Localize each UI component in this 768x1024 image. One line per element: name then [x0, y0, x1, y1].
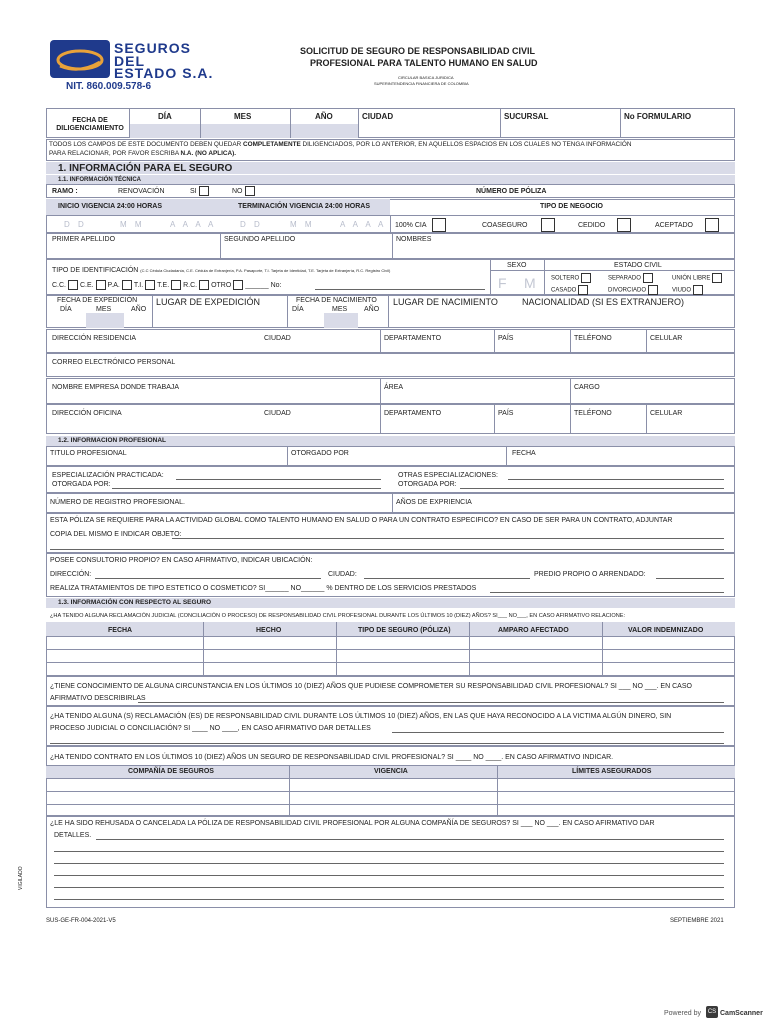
- rehusada-question: ¿LE HA SIDO REHUSADA O CANCELADA LA PÓLIZA DE RESPONSABILIDAD CIVIL PROFESIONAL POR ALGUNA COMPAÑÍA DE SEGUROS? SI ___ NO ___. EN CASO AFIRMATIVO DAR: [50, 820, 655, 827]
- cedido-checkbox[interactable]: [617, 218, 631, 232]
- renovacion-label: RENOVACIÓN: [118, 188, 165, 195]
- col-limites: LÍMITES ASEGURADOS: [572, 768, 652, 775]
- form-title-2: PROFESIONAL PARA TALENTO HUMANO EN SALUD: [310, 58, 538, 68]
- logo-text-3: ESTADO S.A.: [114, 65, 214, 81]
- titulo-label: TITULO PROFESIONAL: [50, 450, 127, 457]
- col-valor: VALOR INDEMNIZADO: [628, 627, 704, 634]
- section1-title: 1. INFORMACIÓN PARA EL SEGURO: [58, 163, 233, 174]
- otras-otorgada-label: OTORGADA POR:: [398, 481, 457, 488]
- separado-option[interactable]: SEPARADO: [608, 273, 653, 283]
- oficina-row: [46, 404, 735, 434]
- col-compania: COMPAÑÍA DE SEGUROS: [128, 768, 214, 775]
- res-celular-label: CELULAR: [650, 335, 683, 342]
- section13-title: 1.3. INFORMACIÓN CON RESPECTO AL SEGURO: [58, 599, 212, 606]
- inicio-aaaa[interactable]: A A A A: [170, 220, 217, 229]
- powered-by-label: Powered by: [664, 1010, 701, 1017]
- reconocido-detalles: PROCESO JUDICIAL O CONCILIACIÓN? SI ____ NO ____, EN CASO AFIRMATIVO DAR DETALLES: [50, 725, 371, 732]
- form-code: SUS-GE-FR-004-2021-V5: [46, 918, 116, 924]
- col-tipo-seguro: TIPO DE SEGURO (PÓLIZA): [358, 627, 451, 634]
- estado-civil-label: ESTADO CIVIL: [614, 262, 662, 269]
- logo-text-2: DEL: [114, 53, 145, 69]
- terminacion-vigencia-label: TERMINACIÓN VIGENCIA 24:00 HORAS: [238, 203, 370, 210]
- titulo-fecha-label: FECHA: [512, 450, 536, 457]
- empresa-label: NOMBRE EMPRESA DONDE TRABAJA: [52, 384, 180, 391]
- camscanner-label: CamScanner: [720, 1010, 763, 1017]
- subsection-title: 1.1. INFORMACIÓN TÉCNICA: [58, 177, 142, 183]
- rehusada-row: [46, 816, 735, 908]
- casado-option[interactable]: CASADO: [551, 285, 588, 295]
- consultorio-ciudad-label: CIUDAD:: [328, 571, 357, 578]
- dia-header: DÍA: [158, 112, 172, 121]
- mes-header: MES: [234, 112, 252, 121]
- lugar-nacimiento-label: LUGAR DE NACIMIENTO: [393, 297, 498, 307]
- soltero-option[interactable]: SOLTERO: [551, 273, 591, 283]
- inicio-mm[interactable]: M M: [120, 220, 145, 229]
- res-ciudad-label: CIUDAD: [264, 335, 291, 342]
- res-pais-label: PAÍS: [498, 335, 514, 342]
- nac-dia: DÍA: [292, 306, 304, 313]
- circular-1: CIRCULAR BASICA JURIDICA: [398, 75, 454, 80]
- direccion-oficina-label: DIRECCIÓN OFICINA: [52, 410, 122, 417]
- exp-ano: AÑO: [131, 306, 147, 313]
- notice-text: TODOS LOS CAMPOS DE ESTE DOCUMENTO DEBEN QUEDAR COMPLETAMENTE DILIGENCIADOS, POR LO ANTERIOR, EN AQUELLOS ESPACIOS EN LOS CUALES NO TENGA INFORMACIÓN: [49, 141, 632, 148]
- numero-poliza-label: NÚMERO DE PÓLIZA: [476, 188, 547, 195]
- notice-text-2: PARA RELACIONAR, POR FAVOR ESCRIBA N.A. (NO APLICA).: [49, 150, 237, 157]
- section12-title: 1.2. INFORMACION PROFESIONAL: [58, 437, 166, 444]
- nac-mes: MES: [332, 306, 348, 313]
- titulo-row: [46, 446, 735, 466]
- renovacion-si[interactable]: SI: [190, 186, 209, 196]
- subsection-header: [46, 175, 735, 184]
- renovacion-no[interactable]: NO: [232, 186, 255, 196]
- id-options[interactable]: C.C. C.E. P.A. T.I. T.E. R.C. OTRO ______ No:: [52, 281, 282, 289]
- circunstancia-describir: AFIRMATIVO DESCRIBIRLAS: [50, 695, 146, 702]
- fecha-nacimiento-label: FECHA DE NACIMIENTO: [296, 297, 377, 304]
- ramo-label: RAMO :: [52, 188, 78, 195]
- names-row: [46, 233, 735, 259]
- divorciado-option[interactable]: DIVORCIADO: [608, 285, 658, 295]
- copia-label: COPIA DEL MISMO E INDICAR OBJETO:: [50, 531, 182, 538]
- circunstancia-question: ¿TIENE CONOCIMIENTO DE ALGUNA CIRCUNSTANCIA EN LOS ÚLTIMOS 10 (DIEZ) AÑOS QUE PUDIESE COMPROMETER SU RESPONSABILIDAD CIVIL PROFESIONAL? SI ___ NO ___. EN CASO: [50, 683, 692, 690]
- viudo-option[interactable]: VIUDO: [672, 285, 703, 295]
- fecha-label: FECHA DE DILIGENCIAMIENTO: [56, 117, 124, 132]
- camscanner-icon: CS: [706, 1006, 718, 1018]
- company-logo: [50, 40, 110, 78]
- term-aaaa[interactable]: A A A A: [340, 220, 387, 229]
- form-date: SEPTIEMBRE 2021: [670, 918, 724, 924]
- cedido-label: CEDIDO: [578, 222, 606, 229]
- ano-header: AÑO: [315, 112, 333, 121]
- ofi-telefono-label: TELÉFONO: [574, 410, 612, 417]
- vigilado-text: VIGILADO: [18, 866, 24, 890]
- tipo-id-label: TIPO DE IDENTIFICACIÓN (C.C Cédula Ciudadanía, C.E. Cédula de Extranjería, P.A. Pasaporte, T.I. Tarjeta de Identidad, T.E. Tarjeta de Extranjería, R.C. Registro Civil): [52, 267, 391, 274]
- tipo-negocio-label: TIPO DE NEGOCIO: [540, 203, 604, 210]
- circular-2: SUPERINTENDENCIA FINANCIERA DE COLOMBIA: [374, 81, 469, 86]
- sexo-label: SEXO: [507, 262, 527, 269]
- registro-label: NÚMERO DE REGISTRO PROFESIONAL.: [50, 499, 185, 506]
- cia-label: 100% CIA: [395, 222, 427, 229]
- otorgado-label: OTORGADO POR: [291, 450, 349, 457]
- especializacion-label: ESPECIALIZACIÓN PRACTICADA:: [52, 472, 164, 479]
- inicio-vigencia-label: INICIO VIGENCIA 24:00 HORAS: [58, 203, 162, 210]
- col-amparo: AMPARO AFECTADO: [498, 627, 569, 634]
- ofi-celular-label: CELULAR: [650, 410, 683, 417]
- reconocido-question: ¿HA TENIDO ALGUNA (S) RECLAMACIÓN (ES) DE RESPONSABILIDAD CIVIL DURANTE LOS ÚLTIMOS 10 (DIEZ) AÑOS, EN LAS QUE HAYA RECONOCIDO A LA VICTIMA ALGÚN DINERO, SIN: [50, 713, 672, 720]
- segundo-apellido-label: SEGUNDO APELLIDO: [224, 236, 296, 243]
- primer-apellido-label: PRIMER APELLIDO: [52, 236, 116, 243]
- sucursal-header: SUCURSAL: [504, 112, 549, 121]
- area-label: ÁREA: [384, 384, 404, 391]
- term-mm[interactable]: M M: [290, 220, 315, 229]
- res-departamento-label: DEPARTAMENTO: [384, 335, 442, 342]
- contrato-question: ¿HA TENIDO CONTRATO EN LOS ÚLTIMOS 10 (DIEZ) AÑOS UN SEGURO DE RESPONSABILIDAD CIVIL PROFESIONAL? SI ____ NO ____. EN CASO AFIRMATIVO INDICAR.: [50, 754, 614, 761]
- res-telefono-label: TELÉFONO: [574, 335, 612, 342]
- reclamacion-question: ¿HA TENIDO ALGUNA RECLAMACIÓN JUDICIAL (CONCILIACIÓN O PROCESO) DE RESPONSABILIDAD CIVIL PROFESIONAL DURANTE LOS ÚLTIMOS 10 (DIEZ) AÑOS? SI___ NO___, EN CASO AFIRMATIVO RELACIONE:: [50, 613, 626, 619]
- exp-dia: DÍA: [60, 306, 72, 313]
- consultorio-direccion-label: DIRECCIÓN:: [50, 571, 92, 578]
- fecha-expedicion-label: FECHA DE EXPEDICIÓN: [57, 297, 138, 304]
- date-shade: [129, 124, 358, 138]
- realiza-question: REALIZA TRATAMIENTOS DE TIPO ESTETICO O COSMETICO? SI______ NO______ % DENTRO DE LOS SERVICIOS PRESTADOS: [50, 585, 477, 592]
- nit: NIT. 860.009.578-6: [66, 81, 152, 92]
- otras-esp-label: OTRAS ESPECIALIZACIONES:: [398, 472, 498, 479]
- logo-text-1: SEGUROS: [114, 40, 192, 56]
- poliza-question: ESTA PÓLIZA SE REQUIERE PARA LA ACTIVIDAD GLOBAL COMO TALENTO HUMANO EN SALUD O PARA UN CONTRATO ESPECIFICO? EN CASO DE SER PARA UN CONTRATO, ADJUNTAR: [50, 517, 673, 524]
- sexo-m[interactable]: M: [524, 275, 536, 291]
- col-fecha: FECHA: [108, 627, 133, 634]
- aceptado-checkbox[interactable]: [705, 218, 719, 232]
- cia-checkbox[interactable]: [432, 218, 446, 232]
- anos-experiencia-label: AÑOS DE EXPRIENCIA: [396, 499, 472, 506]
- direccion-residencia-label: DIRECCIÓN RESIDENCIA: [52, 335, 137, 342]
- correo-label: CORREO ELECTRÓNICO PERSONAL: [52, 359, 176, 366]
- term-dd[interactable]: D D: [240, 220, 263, 229]
- nacionalidad-label: NACIONALIDAD (SI ES EXTRANJERO): [522, 297, 685, 307]
- nombres-label: NOMBRES: [396, 236, 432, 243]
- aceptado-label: ACEPTADO: [655, 222, 693, 229]
- esp-otorgada-label: OTORGADA POR:: [52, 481, 111, 488]
- exp-mes: MES: [96, 306, 112, 313]
- col-hecho: HECHO: [256, 627, 282, 634]
- form-title-1: SOLICITUD DE SEGURO DE RESPONSABILIDAD CIVIL: [300, 46, 536, 56]
- ofi-departamento-label: DEPARTAMENTO: [384, 410, 442, 417]
- cargo-label: CARGO: [574, 384, 600, 391]
- coaseguro-label: COASEGURO: [482, 222, 528, 229]
- consultorio-question: POSEE CONSULTORIO PROPIO? EN CASO AFIRMATIVO, INDICAR UBICACIÓN:: [50, 557, 313, 564]
- ciudad-header: CIUDAD: [362, 112, 394, 121]
- ofi-pais-label: PAÍS: [498, 410, 514, 417]
- nac-ano: AÑO: [364, 306, 380, 313]
- predio-label: PREDIO PROPIO O ARRENDADO:: [534, 571, 646, 578]
- lugar-expedicion-label: LUGAR DE EXPEDICIÓN: [156, 297, 261, 307]
- no-formulario-header: No FORMULARIO: [624, 112, 692, 121]
- rehusada-detalles: DETALLES.: [54, 832, 92, 839]
- coaseguro-checkbox[interactable]: [541, 218, 555, 232]
- union-option[interactable]: UNIÓN LIBRE: [672, 273, 722, 283]
- sexo-f[interactable]: F: [498, 275, 507, 291]
- ofi-ciudad-label: CIUDAD: [264, 410, 291, 417]
- inicio-dd[interactable]: D D: [64, 220, 87, 229]
- col-vigencia: VIGENCIA: [374, 768, 408, 775]
